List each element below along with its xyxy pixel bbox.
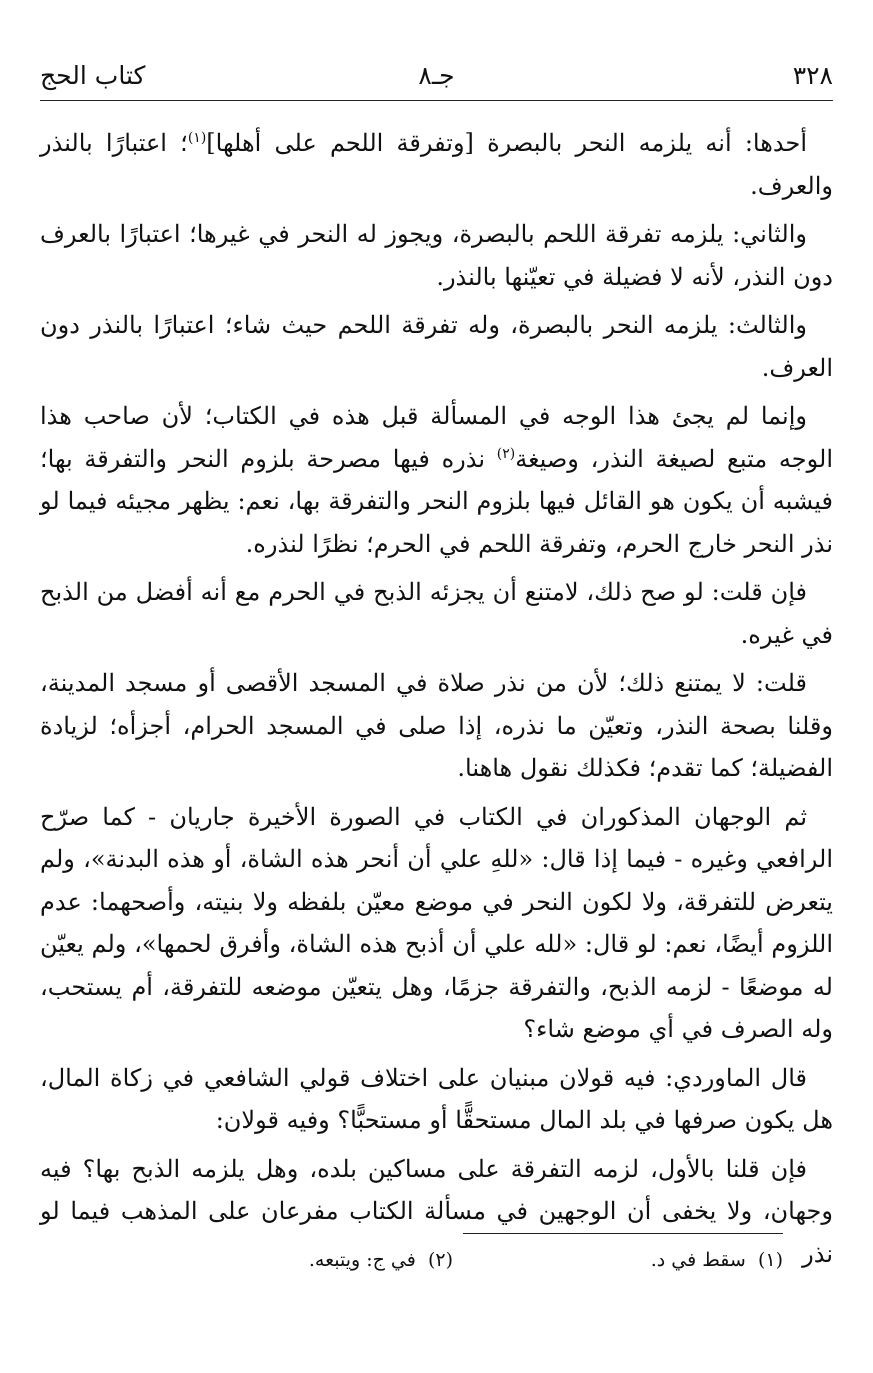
header-divider xyxy=(40,100,833,101)
book-title: كتاب الحج xyxy=(40,61,146,90)
paragraph: وإنما لم يجئ هذا الوجه في المسألة قبل هذه في الكتاب؛ لأن صاحب هذا الوجه متبع لصيغة النذر، وصيغة$^{(٢)}$ نذره فيها مصرحة بلزوم النحر والتفرقة بها؛ فيشبه أن يكون هو القائل فيها بلزوم النحر والتفرقة بها، نعم: يظهر مجيئه فيما لو نذر النحر خارج الحرم، وتفرقة اللحم في الحرم؛ نظرًا لنذره. xyxy=(40,402,833,558)
volume-label: جـ٨ xyxy=(418,61,455,90)
paragraph: والثالث: يلزمه النحر بالبصرة، وله تفرقة اللحم حيث شاء؛ اعتبارًا بالنذر دون العرف. xyxy=(40,311,833,382)
footnote-divider xyxy=(463,1233,783,1234)
paragraph: فإن قلنا بالأول، لزمه التفرقة على مساكين بلده، وهل يلزمه الذبح بها؟ فيه وجهان، ولا يخفى أن الوجهين في مسألة الكتاب مفرعان على المذهب فيما لو نذر xyxy=(40,1154,833,1268)
paragraph: قلت: لا يمتنع ذلك؛ لأن من نذر صلاة في المسجد الأقصى أو مسجد المدينة، وقلنا بصحة النذر، وتعيّن ما نذره، إذا صلى في المسجد الحرام، أجزأه؛ لزيادة الفضيلة؛ كما تقدم؛ فكذلك نقول هاهنا. xyxy=(40,669,833,782)
paragraph: أحدها: أنه يلزمه النحر بالبصرة [وتفرقة اللحم على أهلها]$^{(١)}$؛ اعتبارًا بالنذر والعرف. xyxy=(40,129,833,200)
paragraph: فإن قلت: لو صح ذلك، لامتنع أن يجزئه الذبح في الحرم مع أنه أفضل من الذبح في غيره. xyxy=(40,578,833,649)
paragraph: ثم الوجهان المذكوران في الكتاب في الصورة الأخيرة جاريان - كما صرّح الرافعي وغيره - فيما إذا قال: «للهِ علي أن أنحر هذه الشاة، أو هذه البدنة»، ولم يتعرض للتفرقة، ولا لكون النحر في موضع معيّن بلفظه ولا بنيته، وأصحهما: عدم اللزوم أيضًا، نعم: لو قال: «لله علي أن أذبح هذه الشاة، وأفرق لحمها»، ولم يعيّن له موضعًا - لزمه الذبح، والتفرقة جزمًا، وهل يتعيّن موضعه للتفرقة، أم يستحب، وله الصرف في أي موضع شاء؟ xyxy=(40,802,833,1043)
paragraph: والثاني: يلزمه تفرقة اللحم بالبصرة، ويجوز له النحر في غيرها؛ اعتبارًا بالعرف دون النذر، لأنه لا فضيلة في تعيّنها بالنذر. xyxy=(40,220,833,291)
page-header xyxy=(40,58,833,98)
paragraph: قال الماوردي: فيه قولان مبنيان على اختلاف قولي الشافعي في زكاة المال، هل يكون صرفها في بلد المال مستحقًّا أو مستحبًّا؟ وفيه قولان: xyxy=(40,1063,833,1134)
footnote-ref: (١) xyxy=(187,130,207,146)
main-text xyxy=(40,122,833,1281)
page-number: ٣٢٨ xyxy=(792,61,833,90)
footnote-2: (٢) في ج: ويتبعه. xyxy=(308,1249,453,1271)
footnote-1: (١) سقط في د. xyxy=(650,1249,783,1271)
footnote-ref: (٢) xyxy=(496,445,516,462)
